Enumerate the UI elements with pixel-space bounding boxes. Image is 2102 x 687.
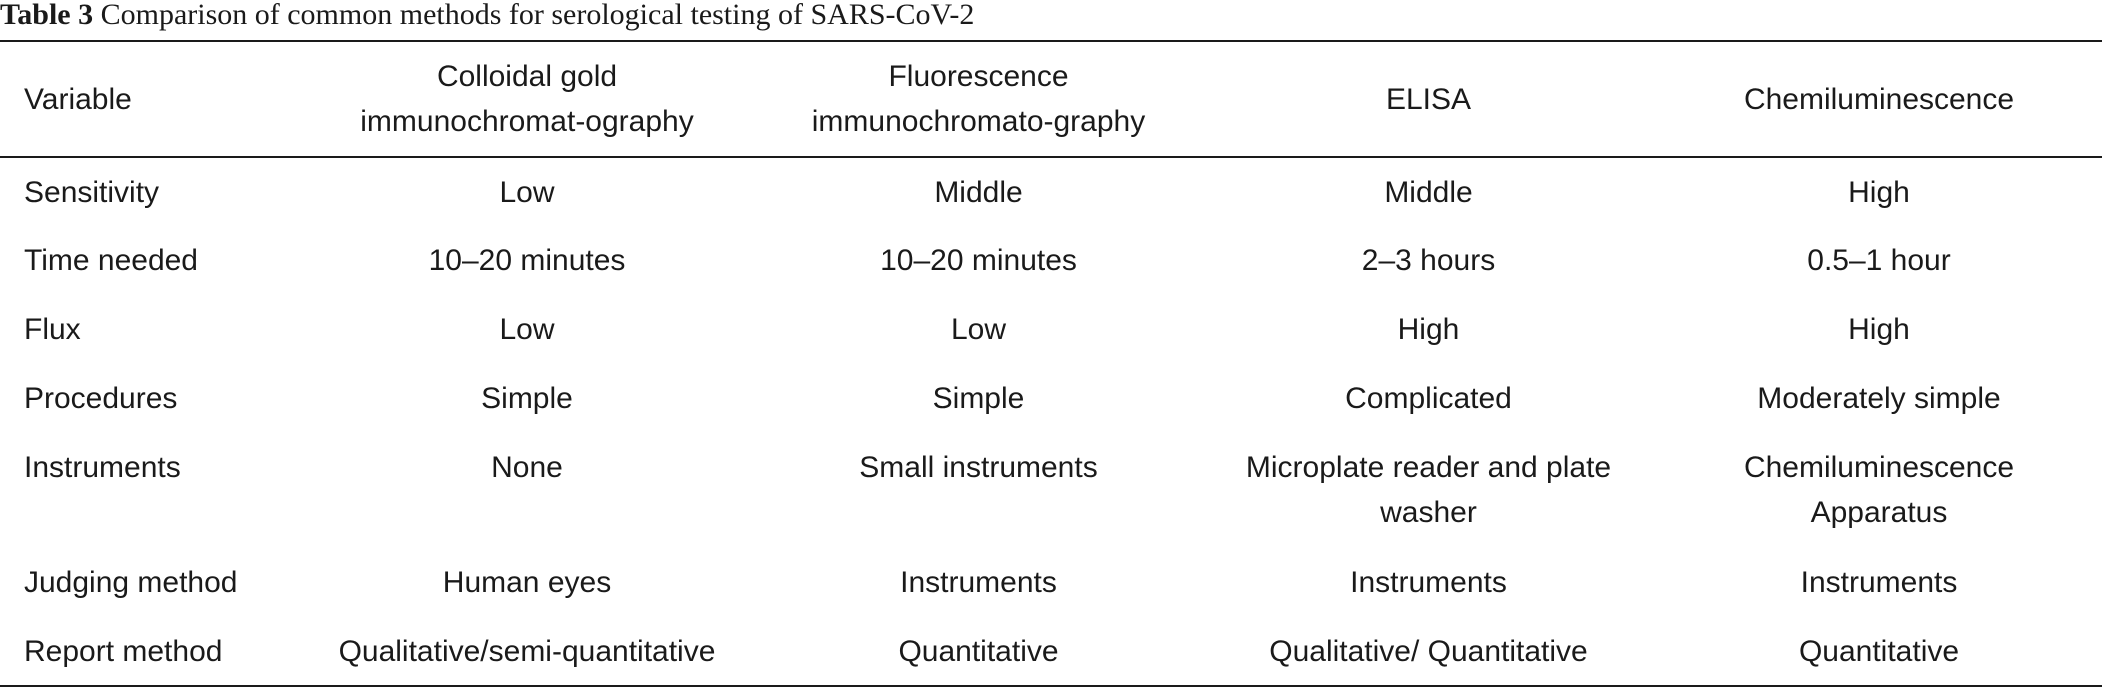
cell-text: 10–20 minutes bbox=[428, 244, 626, 277]
header-row bbox=[0, 41, 2102, 157]
cell-text: Apparatus bbox=[1810, 496, 1948, 529]
row-label-cell bbox=[0, 295, 298, 364]
table-header bbox=[0, 41, 2102, 157]
table-cell bbox=[756, 548, 1201, 617]
cell-text: Instruments bbox=[900, 566, 1057, 599]
cell-text: Simple bbox=[481, 382, 573, 415]
table-cell bbox=[1656, 364, 2102, 433]
cell-text: Procedures bbox=[24, 382, 178, 415]
cell-text: Middle bbox=[934, 176, 1023, 209]
cell-text: Flux bbox=[24, 313, 81, 346]
header-line: immunochromato-graphy bbox=[811, 105, 1146, 138]
cell-text: Instruments bbox=[24, 451, 181, 484]
table-cell bbox=[1201, 617, 1656, 686]
cell-text: None bbox=[491, 451, 563, 484]
cell-text: Qualitative/ Quantitative bbox=[1269, 635, 1588, 668]
header-cell-variable bbox=[0, 41, 298, 157]
table-cell bbox=[1656, 295, 2102, 364]
table-cell bbox=[756, 295, 1201, 364]
header-cell-elisa bbox=[1201, 41, 1656, 157]
table-cell bbox=[756, 433, 1201, 548]
cell-text: Quantitative bbox=[1798, 635, 1960, 668]
header-line: ELISA bbox=[1385, 82, 1472, 116]
table-cell bbox=[298, 295, 756, 364]
row-label-cell bbox=[0, 157, 298, 226]
header-line: immunochromat-ography bbox=[360, 105, 694, 138]
table-caption bbox=[0, 0, 974, 38]
table-row-time-needed bbox=[0, 226, 2102, 295]
table-row-instruments bbox=[0, 433, 2102, 548]
header-line: Fluorescence bbox=[888, 60, 1069, 93]
cell-text: Instruments bbox=[1350, 566, 1507, 599]
cell-text: Qualitative/semi-quantitative bbox=[338, 635, 716, 668]
cell-text: Complicated bbox=[1345, 382, 1512, 415]
cell-text: Chemiluminescence bbox=[1743, 451, 2015, 484]
table-cell bbox=[1201, 295, 1656, 364]
table-cell bbox=[298, 548, 756, 617]
header-line: Variable bbox=[24, 82, 132, 116]
table-cell bbox=[298, 157, 756, 226]
table-cell bbox=[1201, 433, 1656, 548]
table-row-flux bbox=[0, 295, 2102, 364]
table-cell bbox=[1656, 548, 2102, 617]
cell-text: washer bbox=[1380, 496, 1477, 529]
cell-text: High bbox=[1397, 313, 1460, 346]
header-cell-colloidal-gold bbox=[298, 41, 756, 157]
cell-text: Time needed bbox=[24, 244, 198, 277]
row-label-cell bbox=[0, 226, 298, 295]
header-line: Colloidal gold bbox=[436, 60, 618, 93]
cell-text: 10–20 minutes bbox=[880, 244, 1077, 277]
table-cell bbox=[1656, 617, 2102, 686]
table-label: Table 3 bbox=[0, 0, 94, 31]
cell-text: Sensitivity bbox=[24, 176, 160, 209]
cell-text: Human eyes bbox=[442, 566, 612, 599]
cell-text: Quantitative bbox=[898, 635, 1059, 668]
cell-text: High bbox=[1848, 176, 1910, 209]
comparison-table bbox=[0, 40, 2102, 687]
table-cell bbox=[1201, 548, 1656, 617]
row-label-cell bbox=[0, 433, 298, 548]
table-cell bbox=[1201, 226, 1656, 295]
table-row-report-method bbox=[0, 617, 2102, 686]
cell-text: Judging method bbox=[24, 566, 238, 599]
cell-text: Low bbox=[499, 176, 555, 209]
table-cell bbox=[298, 433, 756, 548]
cell-text: High bbox=[1848, 313, 1910, 346]
table-cell bbox=[298, 226, 756, 295]
table-title: Comparison of common methods for serological testing of SARS-CoV-2 bbox=[100, 0, 975, 31]
table-cell bbox=[756, 226, 1201, 295]
row-label-cell bbox=[0, 364, 298, 433]
table-cell bbox=[756, 364, 1201, 433]
table-body bbox=[0, 157, 2102, 686]
cell-text: Low bbox=[950, 313, 1007, 346]
table-cell bbox=[1656, 433, 2102, 548]
table-row-judging-method bbox=[0, 548, 2102, 617]
cell-text: Microplate reader and plate bbox=[1245, 451, 1612, 484]
cell-text: Report method bbox=[24, 635, 223, 668]
cell-text: Low bbox=[499, 313, 555, 346]
cell-text: 2–3 hours bbox=[1361, 244, 1496, 277]
table-cell bbox=[1656, 157, 2102, 226]
table-cell bbox=[1201, 157, 1656, 226]
header-cell-chemiluminescence bbox=[1656, 41, 2102, 157]
header-line: Chemiluminescence bbox=[1743, 82, 2015, 116]
table-row-sensitivity bbox=[0, 157, 2102, 226]
cell-text: Simple bbox=[932, 382, 1025, 415]
cell-text: Small instruments bbox=[859, 451, 1098, 484]
cell-text: Middle bbox=[1384, 176, 1473, 209]
table-cell bbox=[1201, 364, 1656, 433]
table-cell bbox=[756, 617, 1201, 686]
table-cell bbox=[298, 364, 756, 433]
table-row-procedures bbox=[0, 364, 2102, 433]
row-label-cell bbox=[0, 548, 298, 617]
table-cell bbox=[1656, 226, 2102, 295]
cell-text: 0.5–1 hour bbox=[1807, 244, 1951, 277]
table-cell bbox=[756, 157, 1201, 226]
header-cell-fluorescence bbox=[756, 41, 1201, 157]
row-label-cell bbox=[0, 617, 298, 686]
cell-text: Moderately simple bbox=[1757, 382, 2001, 415]
cell-text: Instruments bbox=[1800, 566, 1958, 599]
table-cell bbox=[298, 617, 756, 686]
comparison-table-container bbox=[0, 40, 2102, 687]
